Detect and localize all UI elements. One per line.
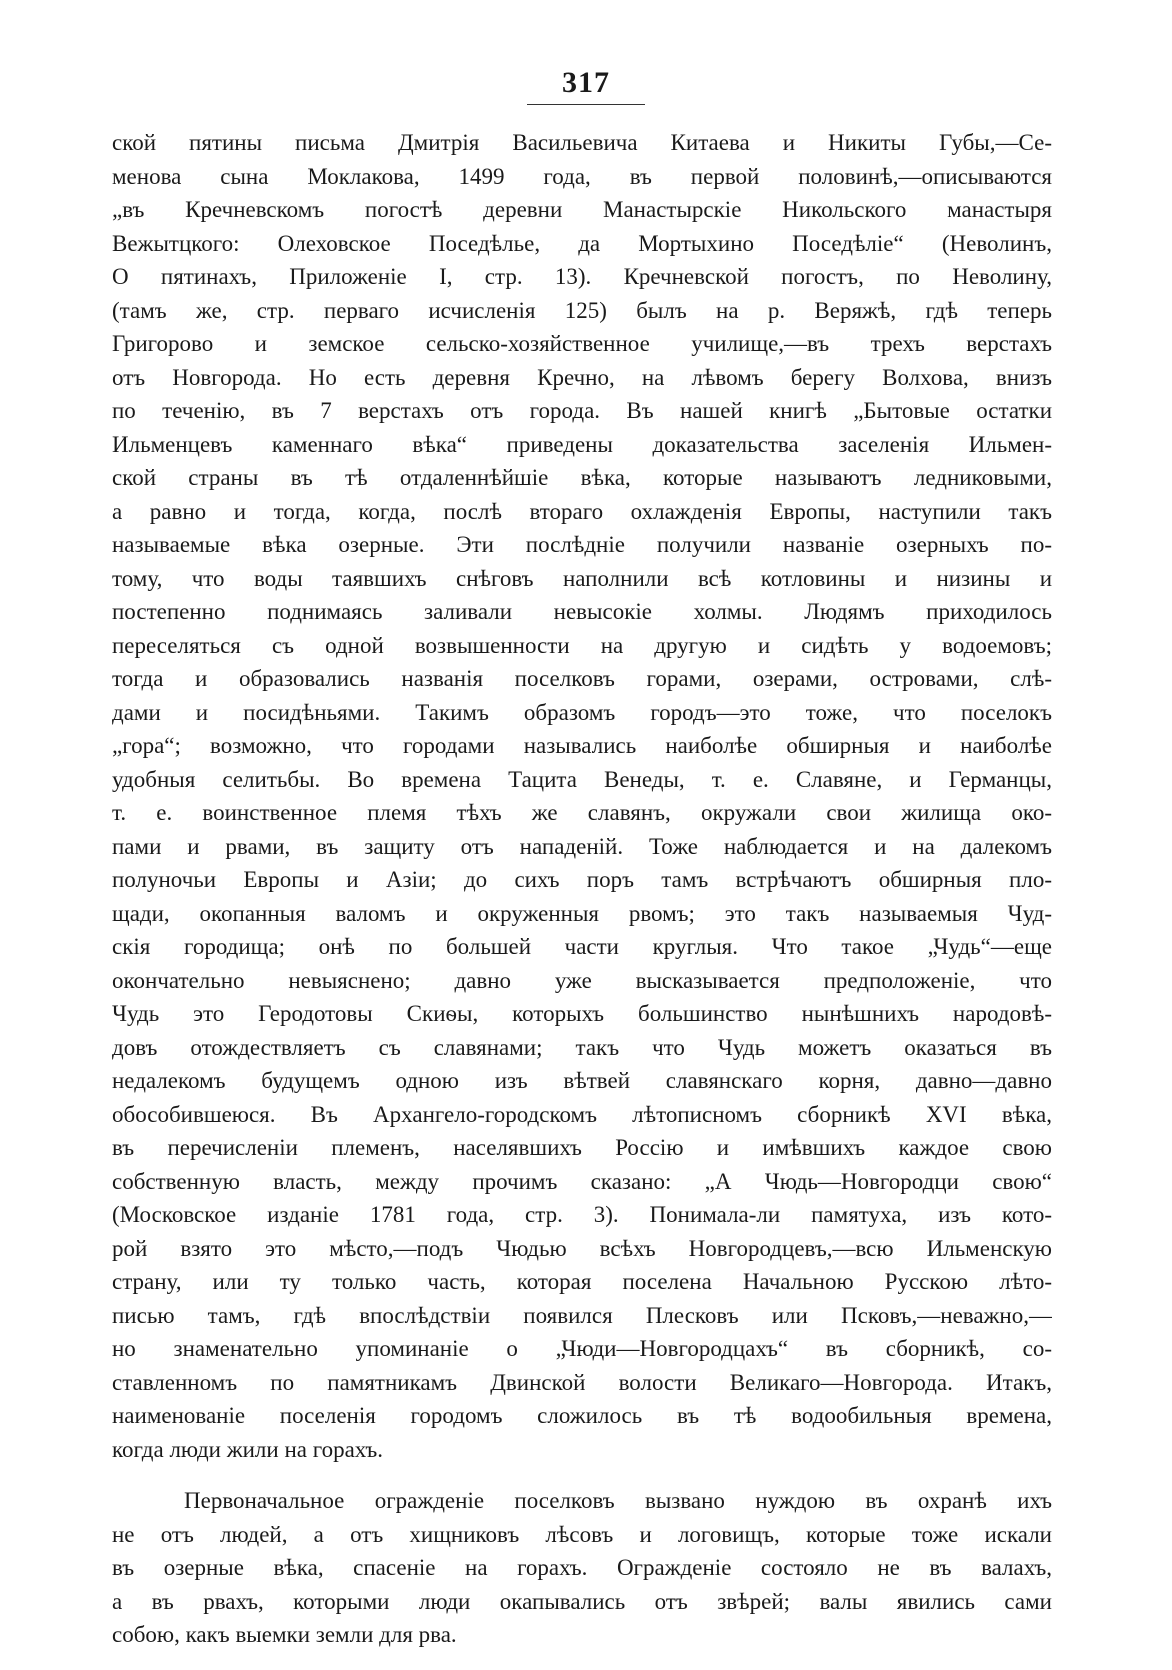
text-line: собою, какъ выемки земли для рва.	[112, 1622, 457, 1647]
text-line: Григорово и земское сельско-хозяйственное училище,—въ трехъ верстахъ	[112, 331, 1052, 356]
text-line: въ перечисленіи племенъ, населявшихъ Россію и имѣвшихъ каждое свою	[112, 1135, 1052, 1160]
text-line: скія городища; онѣ по большей части круглыя. Что такое „Чудь“—еще	[112, 934, 1052, 959]
text-line: ставленномъ по памятникамъ Двинской волости Великаго—Новгорода. Итакъ,	[112, 1369, 1052, 1395]
text-line: когда люди жили на горахъ.	[112, 1436, 384, 1462]
text-line: окончательно невыяснено; давно уже высказывается предположеніе, что	[112, 967, 1052, 993]
text-line: въ озерные вѣка, спасеніе на горахъ. Огражденіе состояло не въ валахъ,	[112, 1555, 1052, 1580]
body-text	[112, 126, 1052, 1652]
text-line: „гора“; возможно, что городами назывались наиболѣе обширныя и наиболѣе	[112, 733, 1052, 758]
text-line: менова сына Моклакова, 1499 года, въ первой половинѣ,—описываются	[112, 163, 1052, 189]
text-line: ской пятины письма Дмитрія Васильевича Китаева и Никиты Губы,—Се-	[112, 130, 1052, 155]
text-line: а въ рвахъ, которыми люди окапывались отъ звѣрей; валы явились сами	[112, 1588, 1052, 1614]
text-line: а равно и тогда, когда, послѣ втораго охлажденія Европы, наступили такъ	[112, 498, 1052, 524]
paragraph	[112, 126, 1052, 1466]
text-line: писью тамъ, гдѣ впослѣдствіи появился Плесковъ или Псковъ,—неважно,—	[112, 1302, 1052, 1328]
text-line: (Московское изданіе 1781 года, стр. 3). Понимала-ли памятуха, изъ кото-	[112, 1202, 1052, 1227]
text-line: щади, окопанныя валомъ и окруженныя рвомъ; это такъ называемыя Чуд-	[112, 900, 1052, 926]
text-line: по теченію, въ 7 верстахъ отъ города. Въ нашей книгѣ „Бытовые остатки	[112, 398, 1052, 423]
text-line: Первоначальное огражденіе поселковъ вызвано нуждою въ охранѣ ихъ	[184, 1488, 1052, 1513]
text-line: но знаменательно упоминаніе о „Чюди—Новгородцахъ“ въ сборникѣ, со-	[112, 1336, 1052, 1361]
paragraph-gap	[112, 1466, 1052, 1484]
text-line: отъ Новгорода. Но есть деревня Кречно, на лѣвомъ берегу Волхова, внизъ	[112, 364, 1052, 390]
page-number: 317	[562, 66, 610, 99]
text-line: называемые вѣка озерные. Эти послѣдніе получили названіе озерныхъ по-	[112, 532, 1052, 557]
text-line: Вежытцкого: Олеховское Поседѣлье, да Мортыхино Поседѣліе“ (Неволинъ,	[112, 230, 1052, 256]
text-line: довъ отождествляетъ съ славянами; такъ что Чудь можетъ оказаться въ	[112, 1034, 1052, 1060]
paragraph	[112, 1484, 1052, 1652]
text-line: недалекомъ будущемъ одною изъ вѣтвей славянскаго корня, давно—давно	[112, 1068, 1052, 1093]
text-line: обособившеюся. Въ Архангело-городскомъ лѣтописномъ сборникѣ XVI вѣка,	[112, 1101, 1052, 1127]
text-line: полуночьи Европы и Азіи; до сихъ поръ тамъ встрѣчаютъ обширныя пло-	[112, 867, 1052, 892]
text-line: (тамъ же, стр. перваго исчисленія 125) былъ на р. Веряжѣ, гдѣ теперь	[112, 297, 1052, 323]
text-line: тогда и образовались названія поселковъ горами, озерами, островами, слѣ-	[112, 666, 1052, 691]
text-line: постепенно поднимаясь заливали невысокіе холмы. Людямъ приходилось	[112, 599, 1052, 624]
text-line: Ильменцевъ каменнаго вѣка“ приведены доказательства заселенія Ильмен-	[112, 431, 1052, 457]
text-line: собственную власть, между прочимъ сказано: „А Чюдь—Новгородци свою“	[112, 1168, 1052, 1194]
text-line: ской страны въ тѣ отдаленнѣйшіе вѣка, которые называютъ ледниковыми,	[112, 465, 1052, 490]
text-line: О пятинахъ, Приложеніе I, стр. 13). Кречневской погостъ, по Неволину,	[112, 264, 1052, 289]
text-line: „въ Кречневскомъ погостѣ деревни Манастырскіе Никольского манастыря	[112, 197, 1052, 222]
text-line: т. е. воинственное племя тѣхъ же славянъ, окружали свои жилища око-	[112, 800, 1052, 825]
text-line: тому, что воды таявшихъ снѣговъ наполнили всѣ котловины и низины и	[112, 565, 1052, 591]
page-number-rule	[527, 104, 645, 105]
text-line: удобныя селитьбы. Во времена Тацита Венеды, т. е. Славяне, и Германцы,	[112, 766, 1052, 792]
text-line: страну, или ту только часть, которая поселена Начальною Русскою лѣто-	[112, 1269, 1052, 1294]
text-line: рой взято это мѣсто,—подъ Чюдью всѣхъ Новгородцевъ,—всю Ильменскую	[112, 1235, 1052, 1261]
text-line: Чудь это Геродотовы Скиѳы, которыхъ большинство нынѣшнихъ народовѣ-	[112, 1001, 1052, 1026]
text-line: наименованіе поселенія городомъ сложилось въ тѣ водообильныя времена,	[112, 1403, 1052, 1428]
text-line: переселяться съ одной возвышенности на другую и сидѣть у водоемовъ;	[112, 632, 1052, 658]
text-line: не отъ людей, а отъ хищниковъ лѣсовъ и логовищъ, которые тоже искали	[112, 1521, 1052, 1547]
text-line: дами и посидѣньями. Такимъ образомъ городъ—это тоже, что поселокъ	[112, 699, 1052, 725]
text-line: пами и рвами, въ защиту отъ нападеній. Тоже наблюдается и на далекомъ	[112, 833, 1052, 859]
